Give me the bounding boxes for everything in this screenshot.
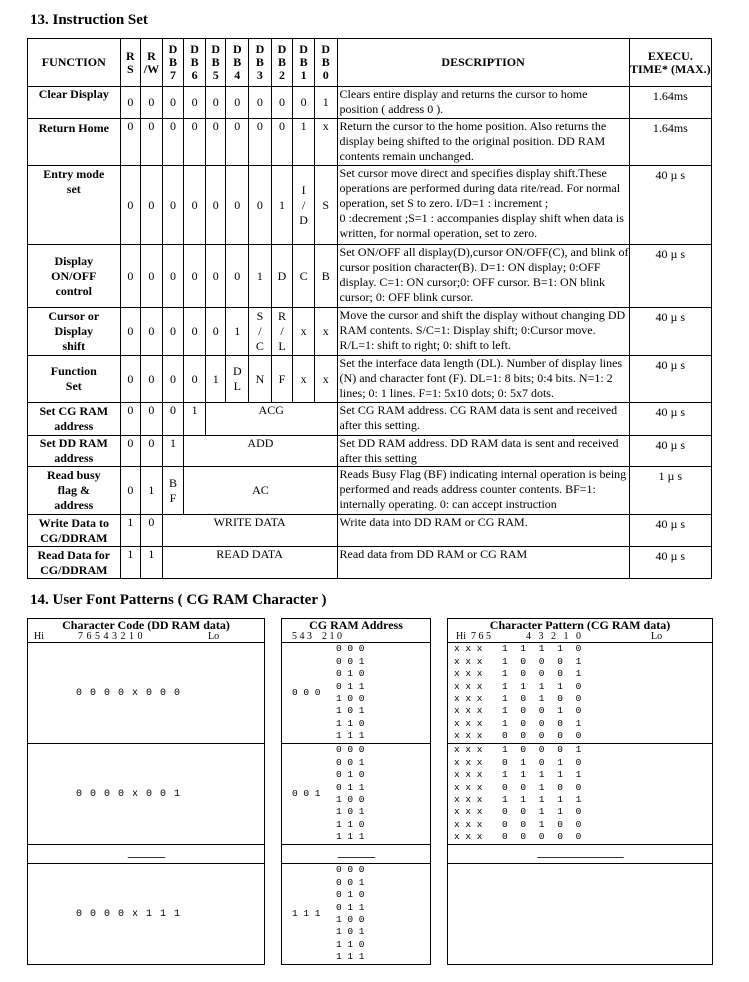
time-cell: 40 µ s [629,166,711,245]
column-gap [431,744,448,845]
bit-cell: 1 [120,515,141,547]
bit-cell: 0 [120,245,141,308]
cg-addr-header: CG RAM Address [282,619,431,633]
column-gap [265,632,282,643]
pattern-cell: x x x 1 0 0 0 1 x x x 0 1 0 1 0 x x x 1 1 1 1 1 x x x 0 0 1 0 0 x x x 1 1 1 1 1 x x x 0 0 1 1 0 x x x 0 0 1 0 0 x x x 0 0 0 0 0 [448,744,713,845]
table-row [28,547,712,579]
bit-cell: 0 [184,87,206,119]
bit-cell: 0 [184,166,206,245]
bit-cell: 0 [141,436,163,467]
bit-cell: 0 [120,403,141,436]
bit-cell: 0 [162,245,184,308]
column-gap [265,619,282,633]
addr-list: 0 0 0 0 0 1 0 1 0 0 1 1 1 0 0 1 0 1 1 1 0 1 1 1 [336,864,365,963]
bit-cell: 0 [249,87,272,119]
time-header: EXECU. TIME* (MAX.) [629,39,711,87]
field-span: WRITE DATA [162,515,337,547]
time-cell: 1 µ s [629,467,711,515]
function-name: Clear Display [28,87,121,119]
bit-cell: 0 [184,356,206,403]
bit-cell: D [271,245,293,308]
bit-cell: 0 [205,87,226,119]
description-cell: Set cursor move direct and specifies display shift.These operations are performed during data rite/read. For normal operation, set S to zero. I/D=1 : increment ; 0 :decrement ;S=1 : accompanies display shift when data is written, for normal operation, set to zero. [337,166,629,245]
table-row [28,308,712,356]
function-name: Return Home [28,119,121,166]
description-cell: Return the cursor to the home position. Also returns the display being shifted to the original position. DD RAM contents remain unchanged. [337,119,629,166]
separator: ---------------- [28,845,265,864]
pattern-header: Character Pattern (CG RAM data) [448,619,713,633]
column-gap [265,643,282,744]
column-gap [431,632,448,643]
bit-header: D B 1 [293,39,315,87]
bit-cell: I / D [293,166,315,245]
bit-cell: 1 [162,436,184,467]
time-cell: 40 µ s [629,403,711,436]
time-cell: 1.64ms [629,119,711,166]
bit-cell: 1 [184,403,206,436]
bit-cell: x [314,356,337,403]
table-row [28,515,712,547]
pattern-cell: x x x 1 1 1 1 0 x x x 1 0 0 0 1 x x x 1 0 0 0 1 x x x 1 1 1 1 0 x x x 1 0 1 0 0 x x x 1 0 0 1 0 x x x 1 0 0 0 1 x x x 0 0 0 0 0 [448,643,713,744]
separator: ---------------- [282,845,431,864]
bit-header: D B 5 [205,39,226,87]
function-name: Read busy flag & address [28,467,121,515]
bit-cell: 0 [249,166,272,245]
bit-cell: 0 [226,87,249,119]
function-name: Entry mode set [28,166,121,245]
pattern-group [28,643,713,744]
bit-cell: 0 [205,119,226,166]
time-cell: 40 µ s [629,436,711,467]
bit-cell: 0 [249,119,272,166]
table-row [28,245,712,308]
column-gap [265,744,282,845]
table-row [28,356,712,403]
table-row [28,119,712,166]
instruction-header [28,39,712,87]
column-gap [431,643,448,744]
table-row [28,467,712,515]
function-name: Set DD RAM address [28,436,121,467]
description-cell: Read data from DD RAM or CG RAM [337,547,629,579]
time-cell: 40 µ s [629,308,711,356]
column-gap [431,845,448,864]
bit-cell: 1 [293,119,315,166]
table-row [28,436,712,467]
bit-cell: 0 [162,403,184,436]
bit-cell: 1 [271,166,293,245]
bit-header: R S [120,39,141,87]
addr-list: 0 0 0 0 0 1 0 1 0 0 1 1 1 0 0 1 0 1 1 1 0 1 1 1 [336,744,365,843]
bit-cell: 0 [162,119,184,166]
bit-cell: F [271,356,293,403]
bit-cell: 0 [141,119,163,166]
bit-cell: 0 [120,119,141,166]
function-header: FUNCTION [28,39,121,87]
addr-list: 0 0 0 0 0 1 0 1 0 0 1 1 1 0 0 1 0 1 1 1 0 1 1 1 [336,643,365,742]
section-14-title: 14. User Font Patterns ( CG RAM Character ) [30,592,327,608]
bit-cell: S / C [249,308,272,356]
bit-cell: S [314,166,337,245]
cg-addr-cell: 0 0 0 0 0 0 0 0 1 0 1 0 0 1 1 1 0 0 1 0 1 1 1 0 1 1 1 [282,643,431,744]
function-name: Cursor or Display shift [28,308,121,356]
bit-cell: x [293,308,315,356]
column-gap [431,864,448,965]
bit-cell: 0 [271,119,293,166]
bit-cell: 0 [205,245,226,308]
function-name: Write Data to CG/DDRAM [28,515,121,547]
bit-cell: 0 [120,87,141,119]
bit-cell: B [314,245,337,308]
bit-cell: 0 [141,515,163,547]
bit-cell: C [293,245,315,308]
section-13-title: 13. Instruction Set [30,12,148,28]
table-row [28,166,712,245]
bit-header: R /W [141,39,163,87]
bit-cell: B F [162,467,184,515]
description-cell: Set DD RAM address. DD RAM data is sent and received after this setting [337,436,629,467]
description-cell: Set CG RAM address. CG RAM data is sent and received after this setting. [337,403,629,436]
user-font-table [27,618,713,965]
bit-cell: 0 [271,87,293,119]
bit-cell: N [249,356,272,403]
column-gap [431,619,448,633]
bit-cell: 0 [293,87,315,119]
bit-cell: 0 [226,245,249,308]
function-name: Display ON/OFF control [28,245,121,308]
bit-cell: D L [226,356,249,403]
bit-header: D B 3 [249,39,272,87]
bit-cell: 0 [141,245,163,308]
description-cell: Set the interface data length (DL). Number of display lines (N) and character font (F). DL=1: 8 bits; 0:4 bits. N=1: 2 lines; 0: 1 lines. F=1: 5x10 dots; 0: 5x7 dots. [337,356,629,403]
cg-addr-cell: 1 1 1 0 0 0 0 0 1 0 1 0 0 1 1 1 0 0 1 0 1 1 1 0 1 1 1 [282,864,431,965]
description-cell: Write data into DD RAM or CG RAM. [337,515,629,547]
time-cell: 40 µ s [629,547,711,579]
bit-cell: 1 [141,547,163,579]
description-cell: Move the cursor and shift the display without changing DD RAM contents. S/C=1: Display shift; 0:Cursor move. R/L=1: shift to right; 0: shift to left. [337,308,629,356]
char-code: 0 0 0 0 x 1 1 1 [28,864,265,965]
table-row [28,403,712,436]
instruction-set-table [27,38,712,579]
bit-cell: 1 [205,356,226,403]
pattern-group [28,744,713,845]
char-code-subheader: Hi 7 6 5 4 3 2 1 0 Lo [28,632,265,643]
separator-row [28,845,713,864]
bit-cell: 0 [141,403,163,436]
addr-subheader: 5 4 3 2 1 0 [282,632,431,643]
pattern-subheader: Hi 7 6 5 4 3 2 1 0 Lo [448,632,713,643]
bit-cell: 0 [184,119,206,166]
function-name: Function Set [28,356,121,403]
char-code: 0 0 0 0 x 0 0 1 [28,744,265,845]
bit-cell: 0 [226,166,249,245]
bit-cell: x [293,356,315,403]
bit-cell: 1 [226,308,249,356]
bit-header: D B 0 [314,39,337,87]
field-span: ADD [184,436,337,467]
bit-header: D B 7 [162,39,184,87]
bit-cell: 0 [120,356,141,403]
column-gap [265,864,282,965]
field-span: READ DATA [162,547,337,579]
bit-cell: 0 [120,166,141,245]
bit-header: D B 2 [271,39,293,87]
field-span: AC [184,467,337,515]
bit-cell: 1 [141,467,163,515]
bit-cell: 1 [120,547,141,579]
char-code: 0 0 0 0 x 0 0 0 [28,643,265,744]
bit-cell: 0 [184,308,206,356]
function-name: Read Data for CG/DDRAM [28,547,121,579]
cg-addr-cell: 0 0 1 0 0 0 0 0 1 0 1 0 0 1 1 1 0 0 1 0 1 1 1 0 1 1 1 [282,744,431,845]
description-header: DESCRIPTION [337,39,629,87]
bit-cell: 0 [141,356,163,403]
column-gap [265,845,282,864]
bit-header: D B 6 [184,39,206,87]
bit-cell: 0 [226,119,249,166]
time-cell: 40 µ s [629,515,711,547]
description-cell: Clears entire display and returns the cursor to home position ( address 0 ). [337,87,629,119]
bit-cell: R / L [271,308,293,356]
function-name: Set CG RAM address [28,403,121,436]
bit-cell: 0 [120,436,141,467]
bit-cell: 0 [141,87,163,119]
separator: ------------------------------------- [448,845,713,864]
bit-cell: 0 [162,356,184,403]
bit-header: D B 4 [226,39,249,87]
pattern-group [28,864,713,965]
bit-cell: x [314,308,337,356]
bit-cell: 0 [205,308,226,356]
description-cell: Set ON/OFF all display(D),cursor ON/OFF(C), and blink of cursor position character(B). D=1: ON display; 0:OFF display. C=1: ON cursor;0: OFF cursor. B=1: ON blink cursor; 0: OFF blink cursor. [337,245,629,308]
field-span: ACG [205,403,337,436]
bit-cell: 1 [249,245,272,308]
bit-cell: 0 [205,166,226,245]
char-code-header: Character Code (DD RAM data) [28,619,265,633]
time-cell: 40 µ s [629,356,711,403]
bit-cell: 0 [120,467,141,515]
bit-cell: 1 [314,87,337,119]
time-cell: 40 µ s [629,245,711,308]
bit-cell: 0 [162,308,184,356]
bit-cell: 0 [162,87,184,119]
bit-cell: 0 [141,308,163,356]
bit-cell: 0 [162,166,184,245]
table-row [28,87,712,119]
time-cell: 1.64ms [629,87,711,119]
bit-cell: 0 [141,166,163,245]
bit-cell: 0 [184,245,206,308]
description-cell: Reads Busy Flag (BF) indicating internal operation is being performed and reads address counter contents. BF=1: internally operating. 0: can accept instruction [337,467,629,515]
bit-cell: 0 [120,308,141,356]
bit-cell: x [314,119,337,166]
pattern-cell-empty [448,864,713,965]
